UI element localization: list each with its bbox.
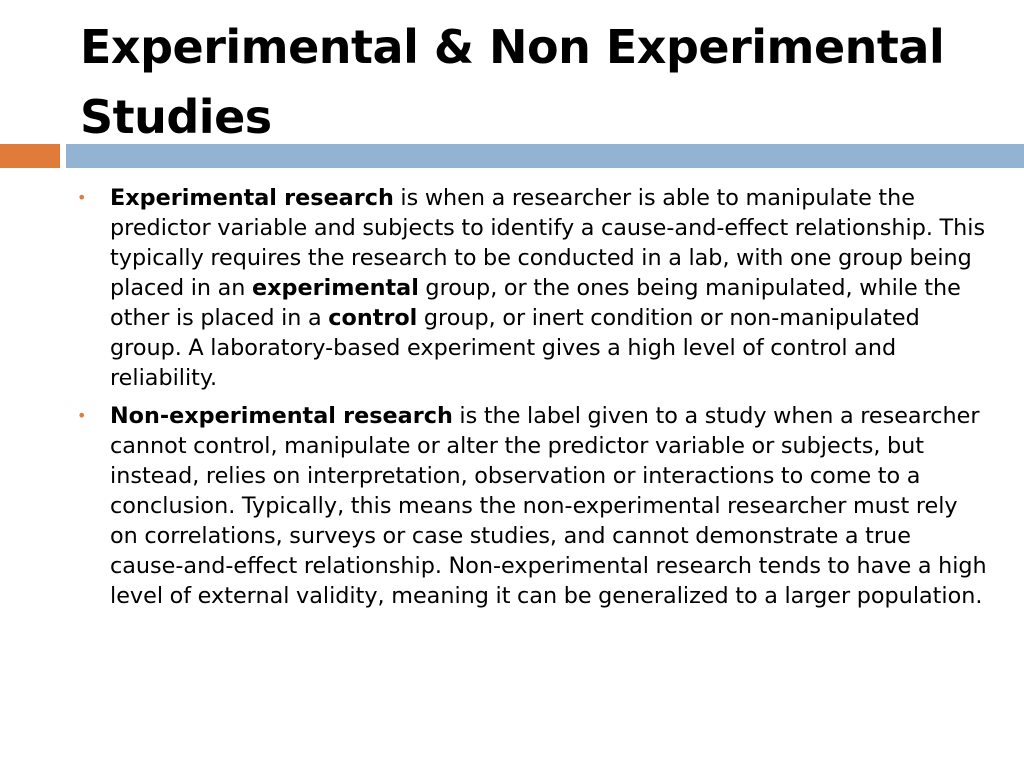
bullet-text: group, or the ones being manipulated, while the other is placed in a [110, 275, 961, 331]
bullet-text: is when a researcher is able to manipulate the predictor variable and subjects to identify a cause-and-effect relationship. This typically requires the research to be conducted in a lab, with one group being placed in an [110, 185, 986, 301]
bullet-icon: • [77, 188, 87, 207]
term-non-experimental-research: Non-experimental research [110, 403, 453, 429]
bullet-list [77, 183, 990, 619]
term-experimental: experimental [252, 275, 419, 301]
term-control: control [328, 305, 418, 331]
slide-title: Experimental & Non Experimental Studies [80, 20, 945, 144]
title-accent-bar-orange [0, 144, 60, 168]
term-experimental-research: Experimental research [110, 185, 394, 211]
bullet-text: group, or inert condition or non-manipulated group. A laboratory-based experiment gives a high level of control and reliability. [110, 305, 920, 391]
bullet-experimental-research [77, 183, 990, 393]
bullet-icon: • [77, 406, 87, 425]
bullet-non-experimental-research [77, 401, 990, 611]
title-accent-bar-blue [66, 144, 1024, 168]
bullet-text: is the label given to a study when a researcher cannot control, manipulate or alter the predictor variable or subjects, but instead, relies on interpretation, observation or interactions to come to a conclusion. Typically, this means the non-experimental researcher must rely on correlations, surveys or case studies, and cannot demonstrate a true cause-and-effect relationship. Non-experimental research tends to have a high level of external validity, meaning it can be generalized to a larger population. [110, 403, 987, 609]
